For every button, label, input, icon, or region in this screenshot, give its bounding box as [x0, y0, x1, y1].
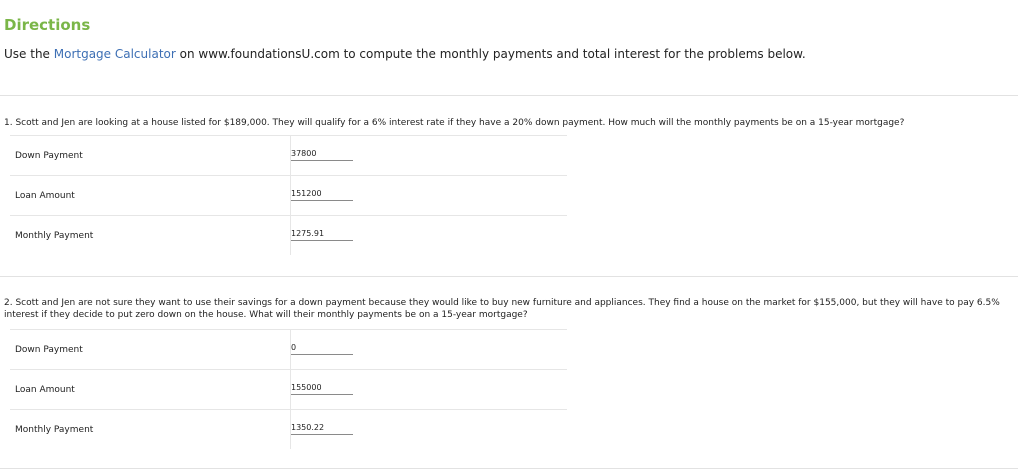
- down-payment-input[interactable]: [291, 341, 353, 355]
- monthly-payment-label: Monthly Payment: [15, 425, 94, 435]
- down-payment-input[interactable]: [291, 147, 353, 161]
- instructions-prefix: Use the: [4, 47, 54, 61]
- monthly-payment-input[interactable]: [291, 421, 353, 435]
- question-1-text: 1. Scott and Jen are looking at a house listed for $189,000. They will qualify for a 6% interest rate if they have a 20% down payment. How much will the monthly payments be on a 15-year mortgage?: [4, 118, 905, 128]
- down-payment-row: [10, 330, 567, 370]
- monthly-payment-row: [10, 410, 567, 449]
- loan-amount-label: Loan Amount: [15, 191, 75, 201]
- instructions-suffix: on www.foundationsU.com to compute the monthly payments and total interest for the problems below.: [175, 47, 806, 61]
- down-payment-row: [10, 136, 567, 176]
- monthly-payment-input[interactable]: [291, 227, 353, 241]
- loan-amount-label: Loan Amount: [15, 385, 75, 395]
- down-payment-label: Down Payment: [15, 151, 83, 161]
- question-1-answer-table: [10, 135, 567, 255]
- question-2-answer-table: [10, 329, 567, 449]
- monthly-payment-label: Monthly Payment: [15, 231, 94, 241]
- down-payment-label: Down Payment: [15, 345, 83, 355]
- section-divider: [0, 468, 1018, 469]
- mortgage-calculator-link[interactable]: Mortgage Calculator: [53, 47, 176, 61]
- monthly-payment-row: [10, 216, 567, 255]
- instructions-text: [4, 47, 806, 61]
- loan-amount-input[interactable]: [291, 381, 353, 395]
- section-divider: [0, 276, 1018, 277]
- loan-amount-row: [10, 176, 567, 216]
- loan-amount-input[interactable]: [291, 187, 353, 201]
- question-2-text: 2. Scott and Jen are not sure they want to use their savings for a down payment because they would like to buy new furniture and appliances. They find a house on the market for $155,000, but they will have to pay 6.5% interest if they decide to put zero down on the house. What will their monthly payments be on a 15-year mortgage?: [4, 298, 1000, 320]
- section-divider: [0, 95, 1018, 96]
- loan-amount-row: [10, 370, 567, 410]
- page-title: Directions: [4, 16, 91, 34]
